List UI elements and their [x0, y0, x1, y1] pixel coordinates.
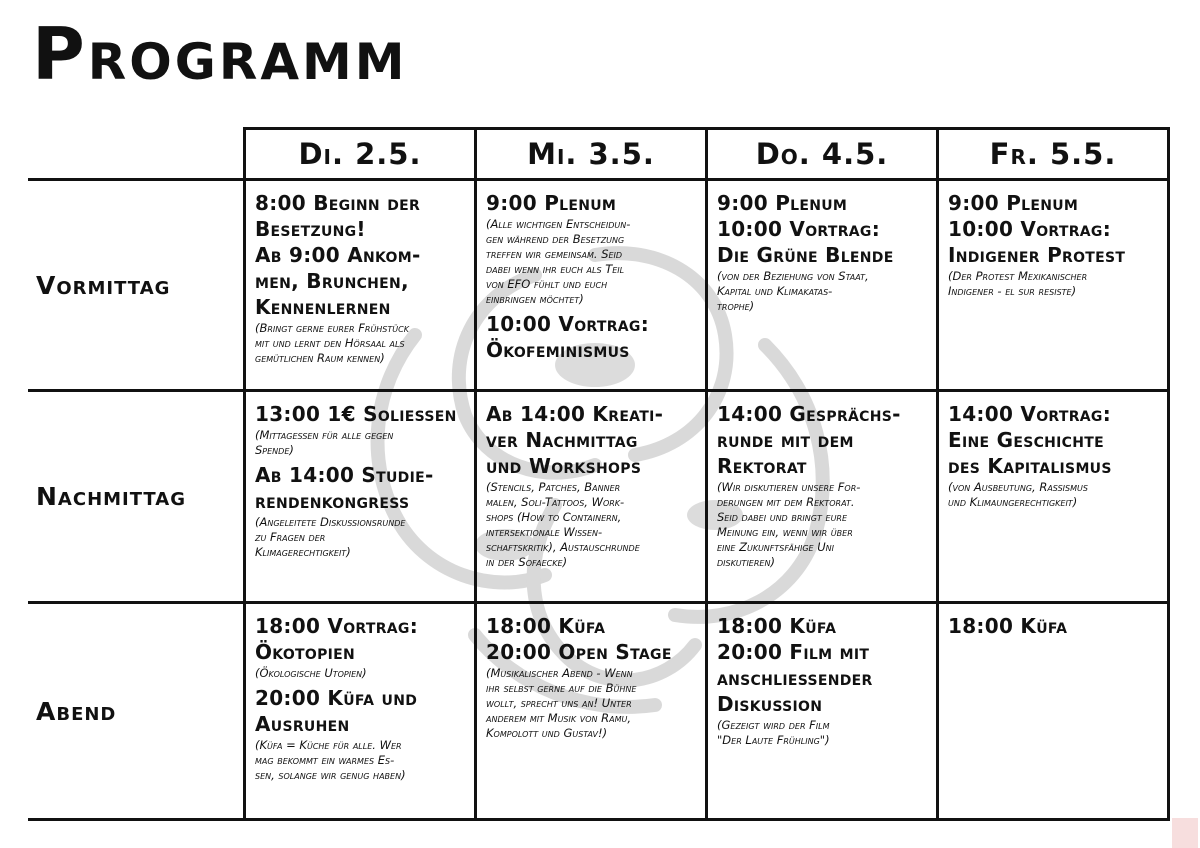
- schedule-cell: [246, 181, 477, 392]
- day-header: Mi. 3.5.: [477, 127, 708, 181]
- event-title: 13:00 1€ Soliessen: [255, 402, 457, 426]
- event-note: (von der Beziehung von Staat, Kapital und Klimakatas- trophe): [717, 269, 869, 313]
- schedule-cell: [246, 604, 477, 821]
- event-title: Ab 14:00 Kreati- ver Nachmittag und Workshops: [486, 402, 664, 478]
- event-note: (von Ausbeutung, Rassismus und Klimaungerechtigkeit): [948, 480, 1088, 509]
- row-label-nachmittag: Nachmittag: [28, 392, 246, 604]
- event-note: (Küfa = Küche für alle. Wer mag bekommt ein warmes Es- sen, solange wir genug haben): [255, 738, 406, 782]
- event-note: (Wir diskutieren unsere For- derungen mit dem Rektorat. Seid dabei und bringt eure Meinung ein, wenn wir über eine Zukunftsfähige Uni diskutieren): [717, 480, 861, 569]
- event-note: (Gezeigt wird der Film "Der Laute Frühling"): [717, 718, 830, 747]
- event-title: Ab 9:00 Ankom- men, Brunchen, Kennenlernen: [255, 243, 421, 319]
- schedule-cell: [477, 392, 708, 604]
- day-header: Fr. 5.5.: [939, 127, 1170, 181]
- schedule-cell: [246, 392, 477, 604]
- event-note: (Ökologische Utopien): [255, 666, 367, 680]
- schedule-cell: [477, 604, 708, 821]
- table-corner: [28, 127, 246, 181]
- schedule-cell: [939, 604, 1170, 821]
- event-title: 9:00 Plenum: [948, 191, 1079, 215]
- event-title: 9:00 Plenum: [486, 191, 617, 215]
- event-title: 20:00 Küfa und Ausruhen: [255, 686, 418, 736]
- row-label-vormittag: Vormittag: [28, 181, 246, 392]
- event-note: (Angeleitete Diskussionsrunde zu Fragen der Klimagerechtigkeit): [255, 515, 406, 559]
- page-title: Programm: [32, 12, 408, 96]
- event-title: 14:00 Vortrag: Eine Geschichte des Kapitalismus: [948, 402, 1112, 478]
- schedule-cell: [477, 181, 708, 392]
- event-title: 18:00 Vortrag: Ökotopien: [255, 614, 419, 664]
- event-note: (Stencils, Patches, Banner malen, Soli-Tattoos, Work- shops (How to Containern, intersektionale Wissen- schaftskritik), Austauschrunde in der Sofaecke): [486, 480, 640, 569]
- event-note: (Musikalischer Abend - Wenn ihr selbst gerne auf die Bühne wollt, sprecht uns an! Unter anderem mit Musik von Ramu, Kompolott und Gustav!): [486, 666, 637, 740]
- day-header: Do. 4.5.: [708, 127, 939, 181]
- corner-mark: [1172, 818, 1198, 848]
- schedule-table: [28, 127, 1170, 821]
- event-title: 8:00 Beginn der Besetzung!: [255, 191, 421, 241]
- event-note: (Mittagessen für alle gegen Spende): [255, 428, 394, 457]
- schedule-cell: [708, 181, 939, 392]
- event-title: 9:00 Plenum: [717, 191, 848, 215]
- event-title: 14:00 Gesprächs- runde mit dem Rektorat: [717, 402, 901, 478]
- schedule-cell: [939, 181, 1170, 392]
- event-title: 18:00 Küfa: [948, 614, 1068, 638]
- schedule-cell: [708, 604, 939, 821]
- event-note: (Alle wichtigen Entscheidun- gen während der Besetzung treffen wir gemeinsam. Seid dabei wenn ihr euch als Teil von EFO fühlt und euch einbringen möchtet): [486, 217, 631, 306]
- event-title: 18:00 Küfa: [486, 614, 606, 638]
- event-title: 10:00 Vortrag: Die Grüne Blende: [717, 217, 894, 267]
- event-title: 10:00 Vortrag: Indigener Protest: [948, 217, 1126, 267]
- event-title: Ab 14:00 Studie- rendenkongress: [255, 463, 434, 513]
- schedule-cell: [939, 392, 1170, 604]
- event-title: 10:00 Vortrag: Ökofeminismus: [486, 312, 650, 362]
- event-title: 20:00 Film mit anschliessender Diskussion: [717, 640, 873, 716]
- event-title: 18:00 Küfa: [717, 614, 837, 638]
- event-note: (Bringt gerne eurer Frühstück mit und lernt den Hörsaal als gemütlichen Raum kennen): [255, 321, 409, 365]
- row-label-abend: Abend: [28, 604, 246, 821]
- schedule-cell: [708, 392, 939, 604]
- event-title: 20:00 Open Stage: [486, 640, 672, 664]
- day-header: Di. 2.5.: [246, 127, 477, 181]
- event-note: (Der Protest Mexikanischer Indigener - el sur resiste): [948, 269, 1088, 298]
